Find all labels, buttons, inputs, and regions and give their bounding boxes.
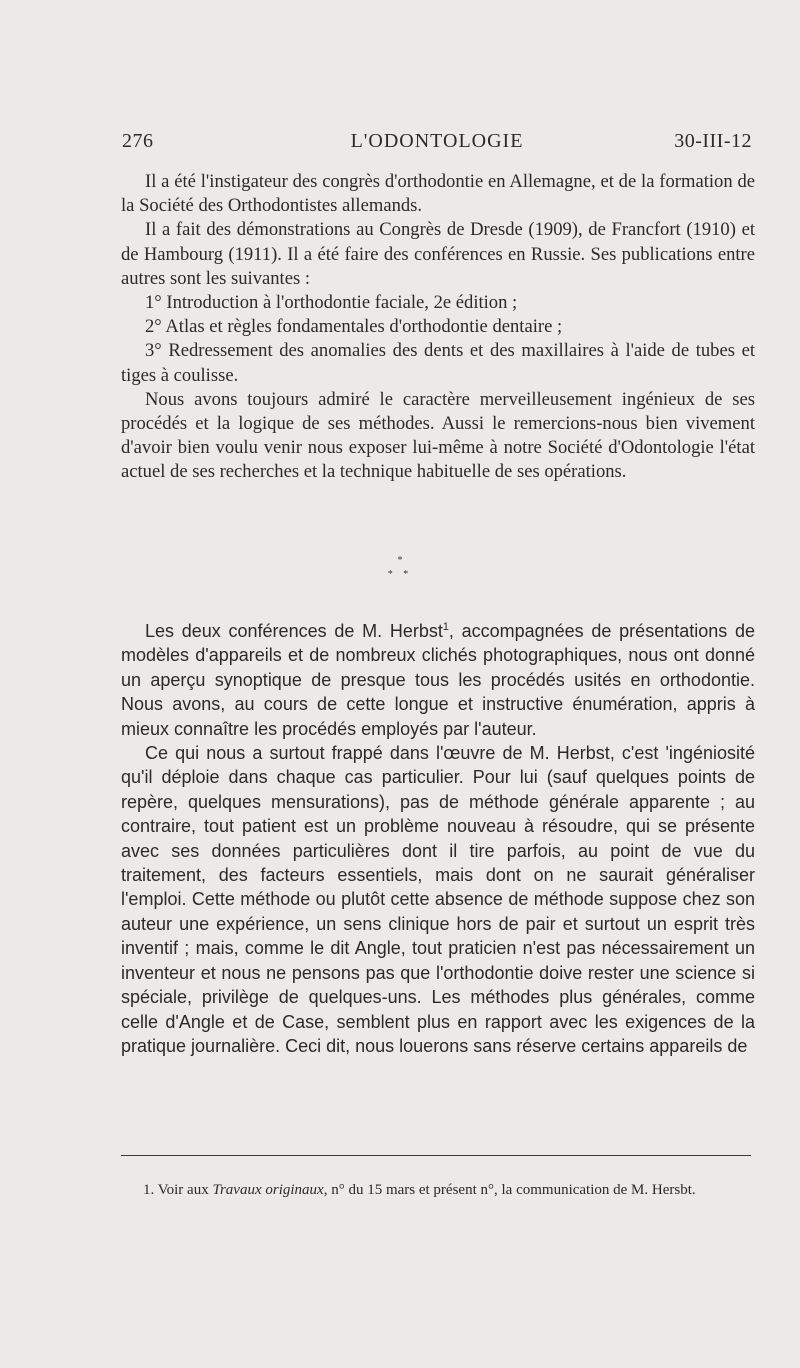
paragraph-text: , accompagnées de présentations de modèles d'appareils et de nombreux clichés photographiques, nous ont donné un aperçu synoptique de presque tous les procédés usités en orthodontie. Nous avons, au cours de cette longue et instructive énumération, appris à mieux connaître les procédés employés par l'auteur. [121, 621, 756, 739]
footnote [121, 1180, 755, 1200]
footnote-divider [121, 1155, 751, 1156]
publication-list-item: 3° Redressement des anomalies des dents et des maxillaires à l'aide de tubes et tiges à coulisse. [121, 340, 755, 386]
asterism-bottom: * * [387, 569, 413, 580]
asterism-top: * [397, 555, 403, 566]
footnote-italic-title: Travaux originaux [212, 1182, 324, 1198]
publication-list-item: 1° Introduction à l'orthodontie faciale, 2e édition ; [145, 292, 518, 314]
publication-list-item: 2° Atlas et règles fondamentales d'orthodontie dentaire ; [145, 316, 563, 338]
footnote-text: , n° du 15 mars et présent n°, la communication de M. Hersbt. [323, 1182, 696, 1198]
page-number: 276 [122, 130, 154, 152]
paragraph: Il a été l'instigateur des congrès d'orthodontie en Allemagne, et de la formation de la Société des Orthodontistes allemands. [121, 171, 755, 217]
paragraph-text: Les deux conférences de M. Herbst [145, 621, 443, 641]
text-section-1 [121, 170, 755, 485]
section-separator [0, 556, 800, 580]
text-section-2 [121, 619, 755, 1058]
paragraph [121, 619, 755, 741]
paragraph: Ce qui nous a surtout frappé dans l'œuvre de M. Herbst, c'est 'ingéniosité qu'il déploie dans chaque cas particulier. Pour lui (sauf quelques points de repère, quelques mensurations), pas de méthode générale apparente ; au contraire, tout patient est un problème nouveau à résoudre, qui se présente avec ses données particulières dont il tire parfois, au point de vue du traitement, des facteurs essentiels, mais dont on ne saurait généraliser l'emploi. Cette méthode ou plutôt cette absence de méthode suppose chez son auteur une expérience, un sens clinique hors de pair et surtout un esprit très inventif ; mais, comme le dit Angle, tout praticien n'est pas nécessairement un inventeur et nous ne pensons pas que l'orthodontie doive rester une science si spéciale, privilège de quelques-uns. Les méthodes plus générales, comme celle d'Angle et de Case, semblent plus en rapport avec les exigences de la pratique journalière. Ceci dit, nous louerons sans réserve certains appareils de [121, 743, 755, 1056]
running-title: L'ODONTOLOGIE [350, 130, 524, 152]
running-header [122, 130, 752, 160]
issue-date: 30-III-12 [674, 130, 752, 152]
paragraph: Nous avons toujours admiré le caractère merveilleusement ingénieux de ses procédés et la logique de ses méthodes. Aussi le remercions-nous bien vivement d'avoir bien voulu venir nous exposer lui-même à notre Société d'Odontologie l'état actuel de ses recherches et la technique habituelle de ses opérations. [121, 388, 755, 483]
paragraph: Il a fait des démonstrations au Congrès de Dresde (1909), de Francfort (1910) et de Hambourg (1911). Il a été faire des conférences en Russie. Ses publications entre autres sont les suivantes : [121, 219, 755, 289]
footnote-text: 1. Voir aux [143, 1182, 213, 1198]
footnote-reference[interactable]: 1 [442, 621, 449, 633]
